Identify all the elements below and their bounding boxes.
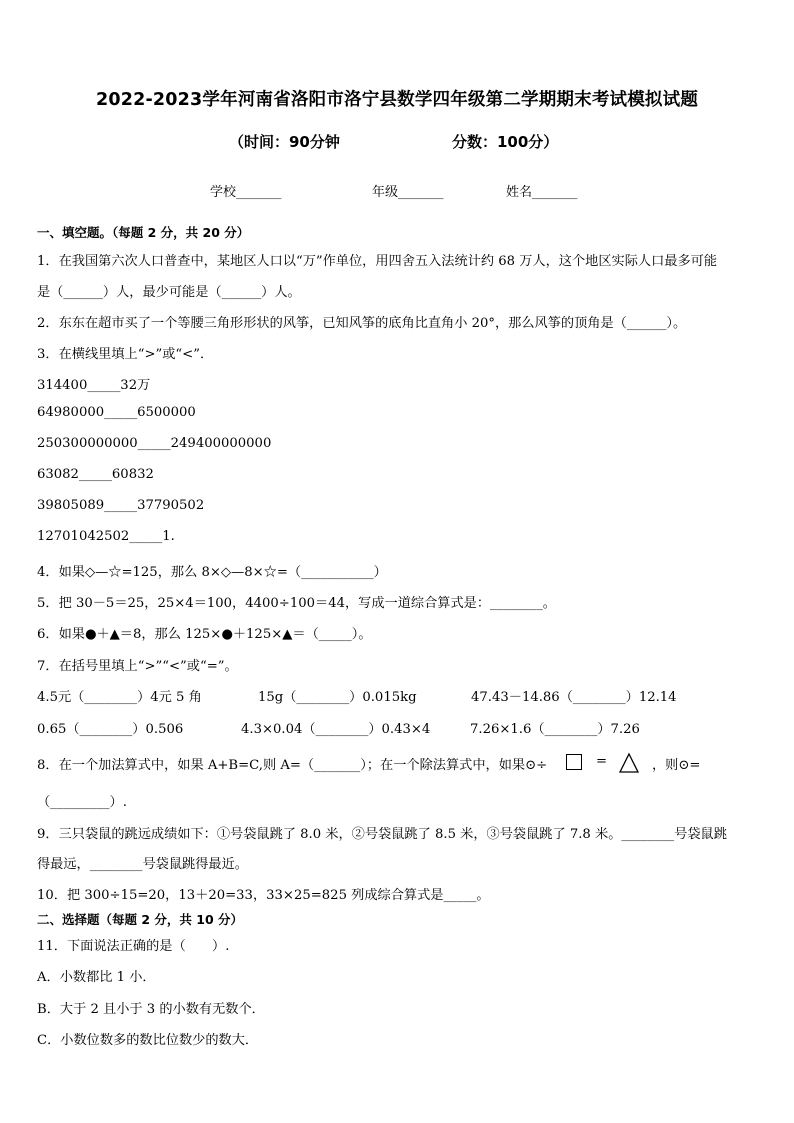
school-field: 学校_______ — [210, 185, 282, 200]
question-11: 11．下面说法正确的是（ ）. — [37, 939, 230, 954]
option-c: C．小数位数多的数比位数少的数大． — [37, 1033, 259, 1048]
exam-time: （时间：90分钟 — [229, 133, 340, 151]
question-3-item: 63082_____60832 — [37, 467, 154, 482]
question-8-line-2: （_________）. — [37, 795, 127, 810]
section-2-heading: 二、选择题（每题 2 分，共 10 分） — [37, 912, 244, 927]
section-1-heading: 一、填空题。（每题 2 分，共 20 分） — [37, 225, 250, 240]
question-6: 6．如果●＋▲＝8，那么 125×●＋125×▲＝（_____）。 — [37, 627, 372, 642]
question-2: 2．东东在超市买了一个等腰三角形形状的风筝，已知风筝的底角比直角小 20°，那么风筝的顶角是（______）。 — [37, 316, 687, 331]
question-7-item: 15g（________）0.015kg — [258, 690, 417, 705]
question-7-item: 7.26×1.6（________）7.26 — [470, 722, 640, 737]
question-7-item: 0.65（________）0.506 — [37, 722, 184, 737]
question-3-item: 12701042502_____1. — [37, 529, 175, 544]
question-8-equals: = — [596, 754, 608, 769]
question-3-item: 314400_____32万 — [37, 378, 151, 393]
exam-title: 2022-2023学年河南省洛阳市洛宁县数学四年级第二学期期末考试模拟试题 — [95, 90, 699, 110]
option-a: A．小数都比 1 小． — [37, 970, 156, 985]
question-10: 10．把 300÷15=20，13＋20=33，33×25=825 列成综合算式是_____。 — [37, 888, 490, 903]
question-5: 5．把 30－5＝25，25×4＝100，4400÷100＝44，写成一道综合算式是：________。 — [37, 596, 556, 611]
exam-score: 分数：100分） — [452, 133, 559, 151]
question-8-part-2: ，则⊙= — [652, 758, 701, 773]
question-7-item: 4.5元（________）4元 5 角 — [37, 690, 202, 705]
name-field: 姓名_______ — [506, 185, 578, 200]
question-8-part-1: 8．在一个加法算式中，如果 A+B=C,则 A=（_______）；在一个除法算式中，如果⊙÷ — [37, 758, 548, 773]
question-9-line-2: 得最远，________号袋鼠跳得最近。 — [37, 857, 248, 872]
question-4: 4．如果◇—☆=125，那么 8×◇—8×☆=（___________） — [37, 565, 387, 580]
question-7: 7．在括号里填上“>”“<”或“=”。 — [37, 659, 238, 674]
question-1-line-1: 1．在我国第六次人口普查中，某地区人口以“万”作单位，用四舍五入法统计约 68 万人，这个地区实际人口最多可能 — [37, 254, 718, 269]
question-9-line-1: 9．三只袋鼠的跳远成绩如下：①号袋鼠跳了 8.0 米，②号袋鼠跳了 8.5 米，③号袋鼠跳了 7.8 米。________号袋鼠跳 — [37, 827, 727, 842]
question-3-item: 39805089_____37790502 — [37, 498, 205, 513]
question-7-item: 47.43－14.86（________）12.14 — [471, 690, 677, 705]
question-1-line-2: 是（______）人，最少可能是（______）人。 — [37, 285, 301, 300]
triangle-shape-icon — [618, 752, 640, 774]
question-3-item: 250300000000_____249400000000 — [37, 436, 272, 451]
question-3-item: 64980000_____6500000 — [37, 405, 196, 420]
grade-field: 年级_______ — [372, 185, 444, 200]
square-shape-icon — [566, 754, 582, 770]
question-3: 3．在横线里填上“>”或“<”． — [37, 347, 214, 362]
question-7-item: 4.3×0.04（________）0.43×4 — [241, 722, 431, 737]
option-b: B．大于 2 且小于 3 的小数有无数个． — [37, 1002, 265, 1017]
